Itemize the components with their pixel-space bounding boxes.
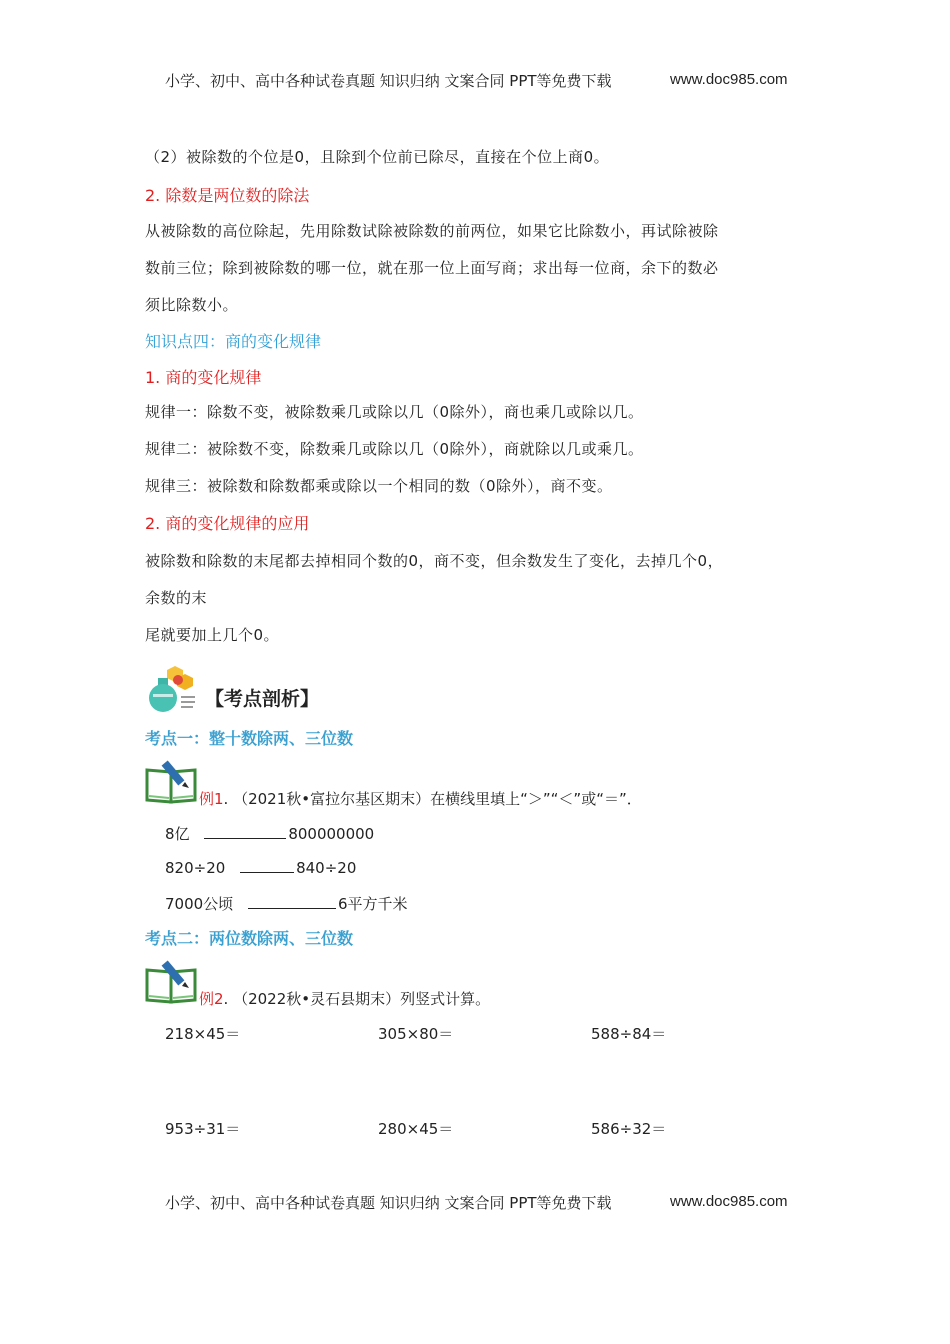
calc-item: 953÷31＝ (165, 1120, 241, 1138)
calc-item: 305×80＝ (378, 1025, 454, 1043)
compare-row (165, 893, 408, 914)
book-pencil-icon (145, 960, 197, 1004)
analysis-title: 【考点剖析】 (205, 688, 320, 710)
paragraph-line: 尾就要加上几个0。 (145, 626, 280, 644)
calc-item: 218×45＝ (165, 1025, 241, 1043)
example-2-prompt (199, 988, 490, 1009)
calc-item: 586÷32＝ (591, 1120, 667, 1138)
subheading-two-digit-division: 2. 除数是两位数的除法 (145, 186, 310, 205)
rule-three: 规律三：被除数和除数都乘或除以一个相同的数（0除外），商不变。 (145, 477, 613, 495)
page-footer (165, 1192, 612, 1213)
compare-left: 8亿 (165, 825, 190, 843)
example-1-text: . （2021秋•富拉尔基区期末）在横线里填上“＞”“＜”或“＝”． (223, 790, 642, 808)
paragraph-line: 余数的末 (145, 589, 208, 607)
compare-right: 6平方千米 (337, 895, 408, 913)
flask-icon (145, 664, 201, 714)
example-2-label: 例2 (199, 990, 224, 1008)
compare-left: 820÷20 (165, 859, 226, 877)
example-1-prompt (199, 788, 642, 809)
example-2-text: . （2022秋•灵石县期末）列竖式计算。 (223, 990, 491, 1008)
calc-item: 588÷84＝ (591, 1025, 667, 1043)
footer-text: 小学、初中、高中各种试卷真题 知识归纳 文案合同 PPT等免费下载 (165, 1194, 612, 1212)
rule-two: 规律二：被除数不变，除数乘几或除以几（0除外），商就除以几或乘几。 (145, 440, 644, 458)
compare-right: 800000000 (288, 825, 375, 843)
exam-point-two-heading: 考点二：两位数除两、三位数 (145, 929, 354, 948)
page-header (165, 70, 612, 91)
header-site[interactable]: www.doc985.com (670, 71, 788, 88)
compare-left: 7000公顷 (165, 895, 234, 913)
compare-right: 840÷20 (296, 859, 357, 877)
answer-blank[interactable] (240, 858, 294, 873)
subheading-quotient-rules: 1. 商的变化规律 (145, 368, 262, 387)
rule-one: 规律一：除数不变，被除数乘几或除以几（0除外），商也乘几或除以几。 (145, 403, 644, 421)
paragraph-line: 从被除数的高位除起，先用除数试除被除数的前两位，如果它比除数小，再试除被除 (145, 222, 719, 240)
example-1-label: 例1 (199, 790, 224, 808)
book-pencil-icon (145, 760, 197, 804)
paragraph-line: 须比除数小。 (145, 296, 239, 314)
paragraph-line: 数前三位；除到被除数的哪一位，就在那一位上面写商；求出每一位商，余下的数必 (145, 259, 719, 277)
answer-blank[interactable] (204, 824, 286, 839)
answer-blank[interactable] (248, 894, 336, 909)
subheading-rule-application: 2. 商的变化规律的应用 (145, 514, 310, 533)
knowledge-point-four-heading: 知识点四：商的变化规律 (145, 332, 322, 351)
compare-row (165, 858, 356, 877)
exam-point-one-heading: 考点一：整十数除两、三位数 (145, 729, 354, 748)
calc-item: 280×45＝ (378, 1120, 454, 1138)
paragraph-zero-quotient: （2）被除数的个位是0，且除到个位前已除尽，直接在个位上商0。 (145, 148, 610, 166)
compare-row (165, 823, 374, 844)
paragraph-line: 被除数和除数的末尾都去掉相同个数的0，商不变，但余数发生了变化，去掉几个0， (145, 552, 724, 570)
footer-site[interactable]: www.doc985.com (670, 1193, 788, 1210)
header-text: 小学、初中、高中各种试卷真题 知识归纳 文案合同 PPT等免费下载 (165, 72, 612, 90)
